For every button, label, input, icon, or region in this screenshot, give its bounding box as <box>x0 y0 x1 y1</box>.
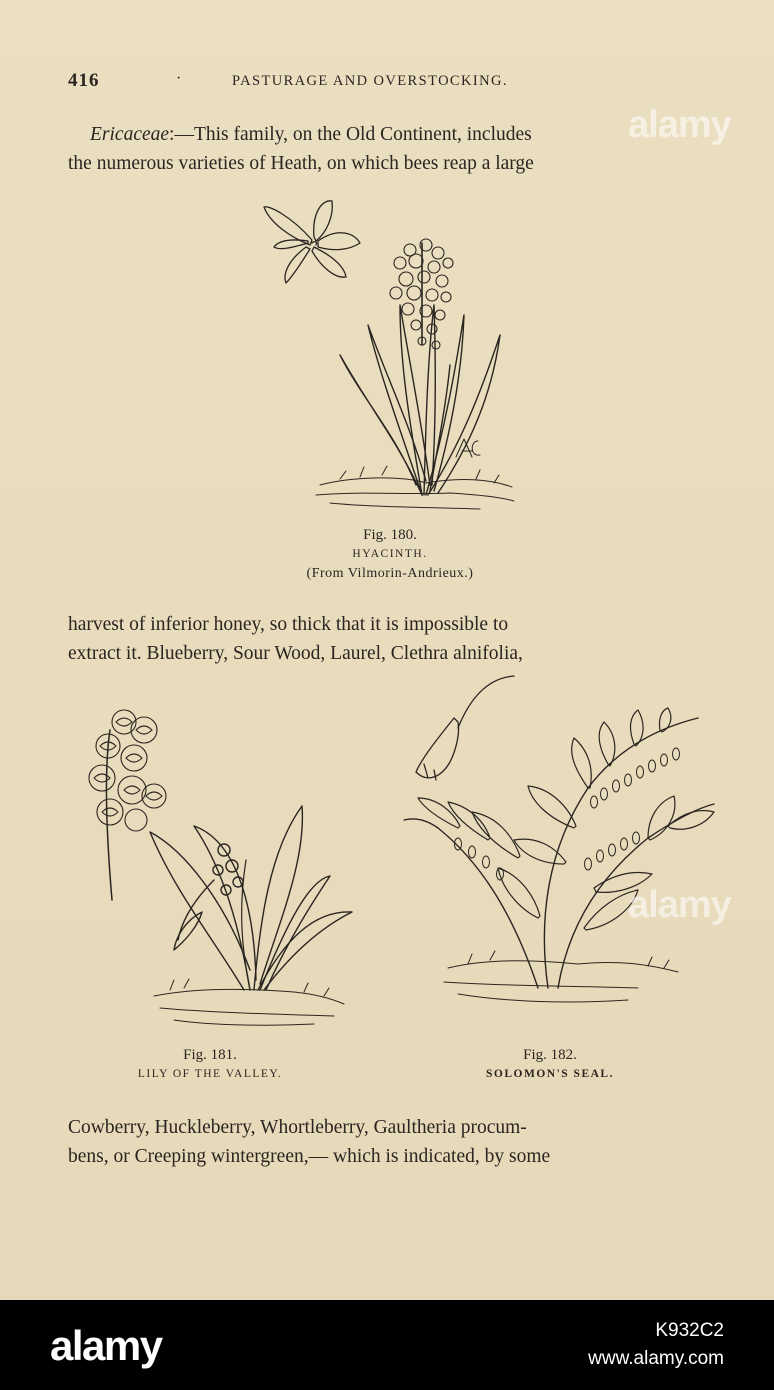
stock-footer-bar <box>0 1300 774 1390</box>
footer-logo[interactable]: alamy <box>50 1322 162 1369</box>
solomons-seal-bells <box>455 748 680 880</box>
lily-flower-detail <box>89 710 166 900</box>
lily-of-the-valley-illustration <box>74 700 364 1030</box>
figure-181-caption <box>100 1046 320 1084</box>
hyacinth-illustration <box>250 195 520 515</box>
paragraph-3-line-2: bens, or Creeping wintergreen,— which is indicated, by some <box>68 1146 551 1167</box>
paragraph-1 <box>68 120 720 178</box>
footer-image-id: K932C2 <box>655 1320 724 1341</box>
solomons-seal-illustration <box>398 668 728 1028</box>
figure-182-caption <box>440 1046 660 1084</box>
hyacinth-leaves <box>340 305 500 495</box>
paragraph-2-line-2: extract it. Blueberry, Sour Wood, Laurel, Clethra alnifolia, <box>68 643 523 664</box>
lily-leaves <box>150 806 352 990</box>
figure-180-caption <box>240 526 540 583</box>
figure-182-title: SOLOMON'S SEAL. <box>486 1068 614 1080</box>
footer-url[interactable]: www.alamy.com <box>588 1348 724 1369</box>
header-dot: · <box>176 70 182 87</box>
paragraph-2 <box>68 610 720 668</box>
solomons-seal-ground <box>444 951 678 1002</box>
figure-181-title: LILY OF THE VALLEY. <box>137 1068 283 1080</box>
paragraph-1-line-1-text: :—This family, on the Old Continent, includes <box>169 124 532 145</box>
hyacinth-flower-spike <box>390 239 453 349</box>
paragraph-2-line-1: harvest of inferior honey, so thick that it is impossible to <box>68 614 509 635</box>
figure-181-label: Fig. 181. <box>183 1047 237 1063</box>
running-header <box>68 70 708 94</box>
figure-182-label: Fig. 182. <box>523 1047 577 1063</box>
paragraph-1-line-1 <box>68 120 720 149</box>
watermark-logo: alamy <box>628 104 731 146</box>
paragraph-1-line-2: the numerous varieties of Heath, on which bees reap a large <box>68 153 534 174</box>
figure-180-title: HYACINTH. <box>352 548 428 560</box>
hyacinth-flower-detail <box>264 201 360 283</box>
paragraph-3-line-1: Cowberry, Huckleberry, Whortleberry, Gaultheria procum- <box>68 1117 527 1138</box>
watermark-logo-lower: alamy <box>628 884 731 926</box>
paragraph-3 <box>68 1113 720 1171</box>
figure-180-source: (From Vilmorin-Andrieux.) <box>306 566 474 581</box>
solomons-seal-flower-detail <box>416 676 514 780</box>
page-number: 416 <box>68 70 100 91</box>
running-title: PASTURAGE AND OVERSTOCKING. <box>232 73 508 89</box>
family-name: Ericaceae <box>90 124 170 145</box>
figure-180-label: Fig. 180. <box>363 527 417 543</box>
